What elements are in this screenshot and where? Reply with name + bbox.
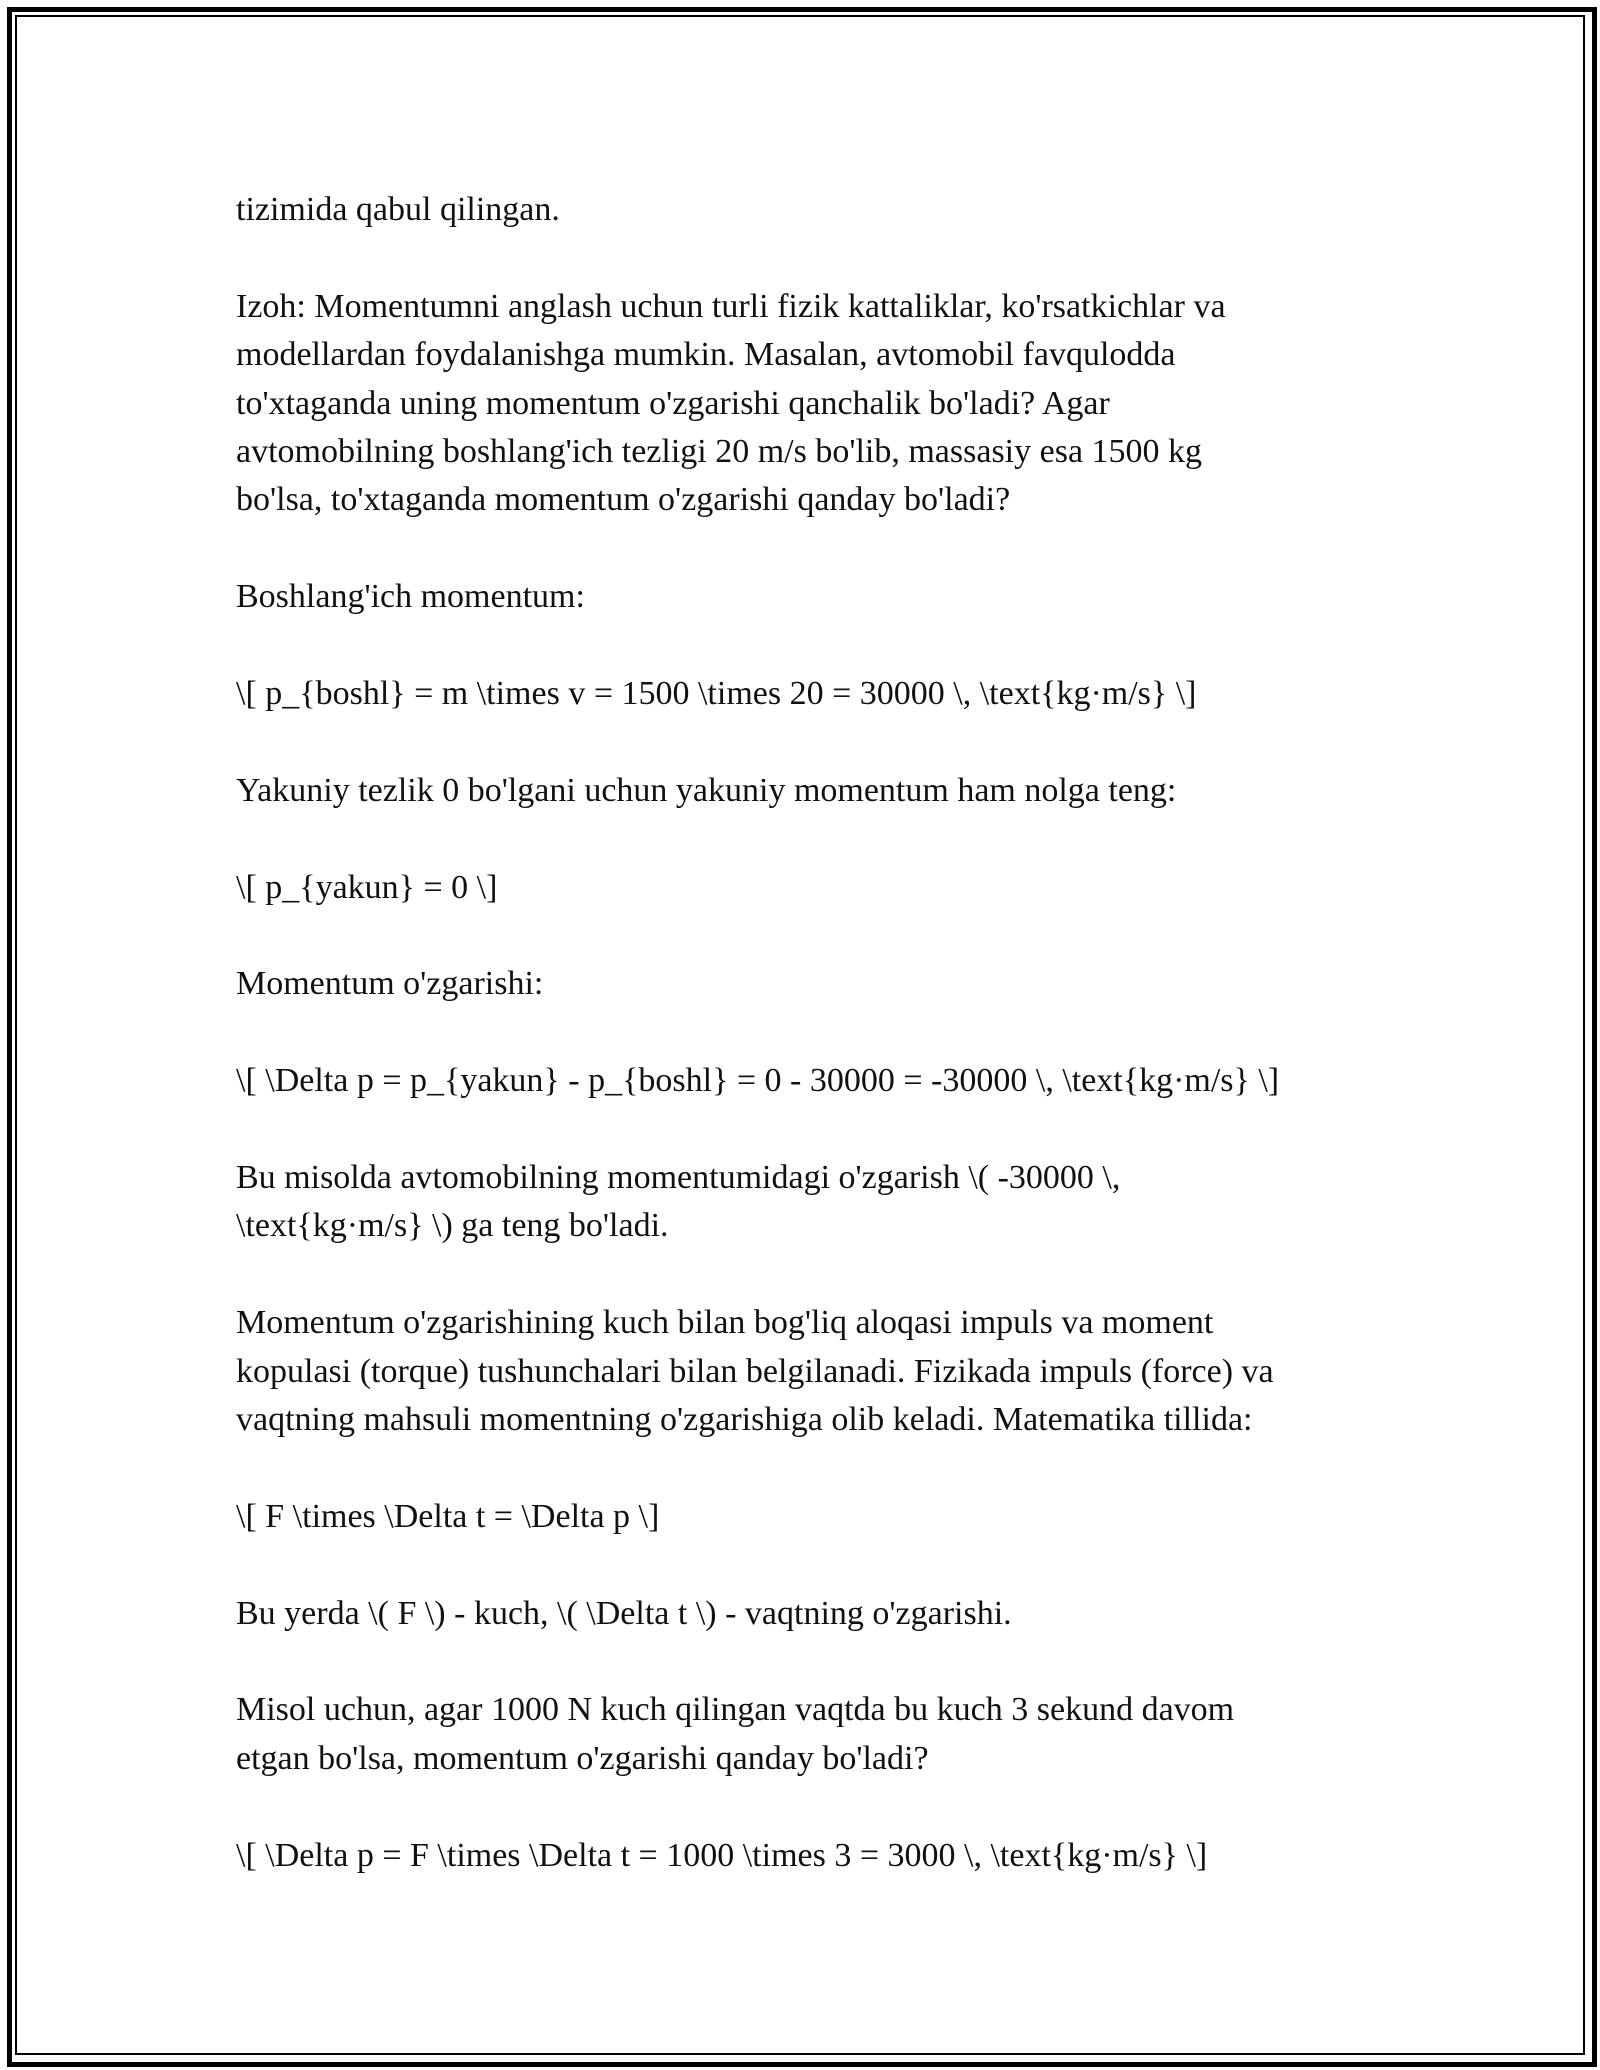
paragraph-momentum-change-label: Momentum o'zgarishi: [236,965,544,1003]
formula-momentum-change: \[ \Delta p = p_{yakun} - p_{boshl} = 0 - 30000 = -30000 \, \text{kg·m/s} \] [236,1062,1280,1100]
formula-second-example: \[ \Delta p = F \times \Delta t = 1000 \times 3 = 3000 \, \text{kg·m/s} \] [236,1836,1208,1874]
formula-initial-momentum: \[ p_{boshl} = m \times v = 1500 \times 20 = 30000 \, \text{kg·m/s} \] [236,675,1197,713]
paragraph-impulse-explanation: Momentum o'zgarishining kuch bilan bog'liq aloqasi impuls va moment kopulasi (torque) tushunchalari bilan belgilanadi. Fizikada impuls (force) va vaqtning mahsuli momentning o'zgarishiga olib keladi. Matematika tillida: [236,1304,1274,1439]
paragraph-example-result: Bu misolda avtomobilning momentumidagi o'zgarish \( -30000 \, \text{kg·m/s} \) ga teng bo'ladi. [236,1159,1121,1245]
paragraph-initial-momentum-label: Boshlang'ich momentum: [236,578,585,616]
document-body [236,186,1396,1880]
paragraph-intro-fragment: tizimida qabul qilingan. [236,191,560,228]
paragraph-note: Izoh: Momentumni anglash uchun turli fizik kattaliklar, ko'rsatkichlar va modellardan foydalanishga mumkin. Masalan, avtomobil favqulodda to'xtaganda uning momentum o'zgarishi qanchalik bo'ladi? Agar avtomobilning boshlang'ich tezligi 20 m/s bo'lib, massasiy esa 1500 kg bo'lsa, to'xtaganda momentum o'zgarishi qanday bo'ladi? [236,287,1226,519]
formula-final-momentum: \[ p_{yakun} = 0 \] [236,868,498,906]
paragraph-final-velocity: Yakuniy tezlik 0 bo'lgani uchun yakuniy momentum ham nolga teng: [236,771,1177,809]
formula-impulse: \[ F \times \Delta t = \Delta p \] [236,1497,660,1535]
paragraph-second-example: Misol uchun, agar 1000 N kuch qilingan vaqtda bu kuch 3 sekund davom etgan bo'lsa, momentum o'zgarishi qanday bo'ladi? [236,1691,1235,1777]
paragraph-variables: Bu yerda \( F \) - kuch, \( \Delta t \) - vaqtning o'zgarishi. [236,1594,1012,1632]
